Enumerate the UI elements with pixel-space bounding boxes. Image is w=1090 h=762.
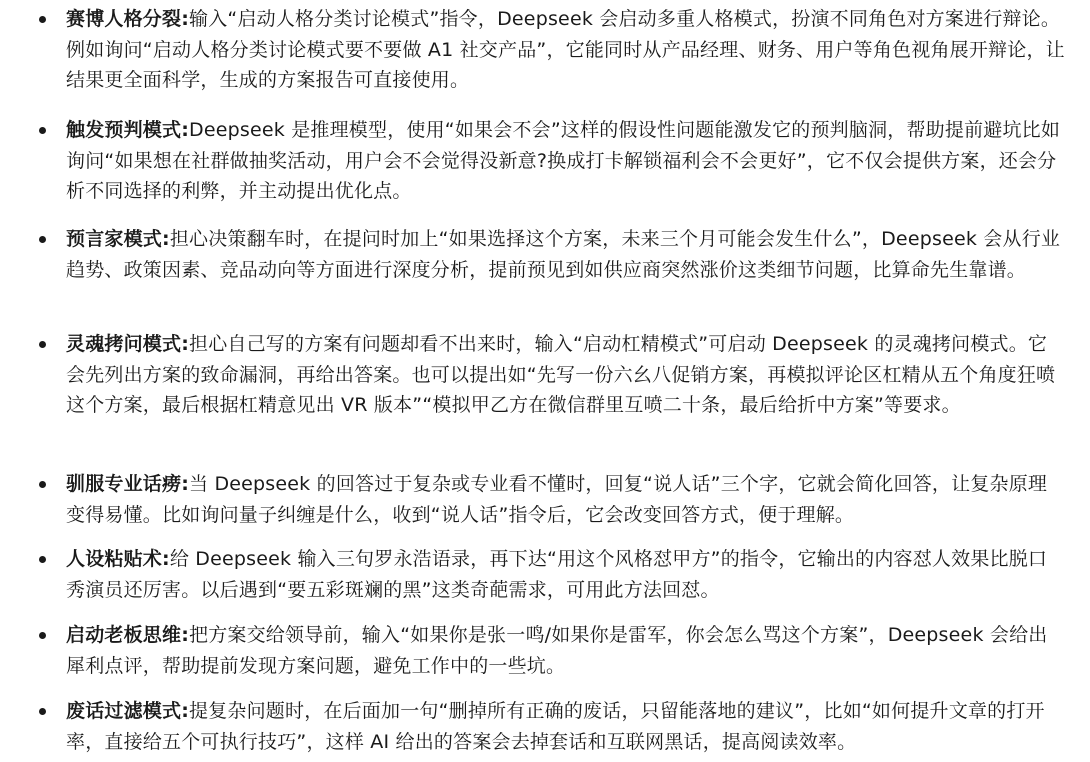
item-text: 给 Deepseek 输入三句罗永浩语录，再下达“用这个风格怼甲方”的指令，它输出的内容怼人效果比脱口秀演员还厉害。以后遇到“要五彩斑斓的黑”这类奇葩需求，可用此方法回怼。 xyxy=(66,548,1048,601)
bullet-icon xyxy=(39,16,46,23)
bullet-icon xyxy=(39,632,46,639)
bullet-icon xyxy=(39,556,46,563)
bullet-icon xyxy=(39,236,46,243)
item-text: 把方案交给领导前，输入“如果你是张一鸣/如果你是雷军，你会怎么骂这个方案”，Deepseek 会给出犀利点评，帮助提前发现方案问题，避免工作中的一些坑。 xyxy=(66,624,1048,677)
bullet-icon xyxy=(39,708,46,715)
list-item xyxy=(66,224,1066,285)
list-item xyxy=(66,4,1066,96)
item-text: 担心自己写的方案有问题却看不出来时，输入“启动杠精模式”可启动 Deepseek 的灵魂拷问模式。它会先列出方案的致命漏洞，再给出答案。也可以提出如“先写一份六幺八促销方案，再模拟评论区杠精从五个角度狂喷这个方案，最后根据杠精意见出 VR 版本”“模拟甲乙方在微信群里互喷二十条，最后给折中方案”等要求。 xyxy=(66,333,1056,416)
item-text: Deepseek 是推理模型，使用“如果会不会”这样的假设性问题能激发它的预判脑洞，帮助提前避坑比如询问“如果想在社群做抽奖活动，用户会不会觉得没新意?换成打卡解锁福利会不会更好”，它不仅会提供方案，还会分析不同选择的利弊，并主动提出优化点。 xyxy=(66,119,1061,202)
list-item xyxy=(66,544,1066,605)
list-item xyxy=(66,329,1066,421)
item-label: 驯服专业话痨: xyxy=(66,473,189,495)
item-text: 当 Deepseek 的回答过于复杂或专业看不懂时，回复“说人话”三个字，它就会简化回答，让复杂原理变得易懂。比如询问量子纠缠是什么，收到“说人话”指令后，它会改变回答方式，便于理解。 xyxy=(66,473,1048,526)
bullet-icon xyxy=(39,481,46,488)
item-text: 担心决策翻车时，在提问时加上“如果选择这个方案，未来三个月可能会发生什么”，Deepseek 会从行业趋势、政策因素、竞品动向等方面进行深度分析，提前预见到如供应商突然涨价这类细节问题，比算命先生靠谱。 xyxy=(66,228,1061,281)
item-text: 提复杂问题时，在后面加一句“删掉所有正确的废话，只留能落地的建议”，比如“如何提升文章的打开率，直接给五个可执行技巧”，这样 AI 给出的答案会去掉套话和互联网黑话，提高阅读效率。 xyxy=(66,700,1045,753)
list-item xyxy=(66,469,1066,530)
list-item xyxy=(66,696,1066,757)
list-item xyxy=(66,115,1066,207)
item-label: 触发预判模式: xyxy=(66,119,189,141)
item-label: 人设粘贴术: xyxy=(66,548,170,570)
item-label: 废话过滤模式: xyxy=(66,700,189,722)
item-text: 输入“启动人格分类讨论模式”指令，Deepseek 会启动多重人格模式，扮演不同角色对方案进行辩论。例如询问“启动人格分类讨论模式要不要做 A1 社交产品”，它能同时从产品经理、财务、用户等角色视角展开辩论，让结果更全面科学，生成的方案报告可直接使用。 xyxy=(66,8,1065,91)
bullet-icon xyxy=(39,127,46,134)
item-label: 赛博人格分裂: xyxy=(66,8,189,30)
bullet-icon xyxy=(39,341,46,348)
item-label: 灵魂拷问模式: xyxy=(66,333,189,355)
list-item xyxy=(66,620,1066,681)
item-label: 预言家模式: xyxy=(66,228,170,250)
item-label: 启动老板思维: xyxy=(66,624,189,646)
